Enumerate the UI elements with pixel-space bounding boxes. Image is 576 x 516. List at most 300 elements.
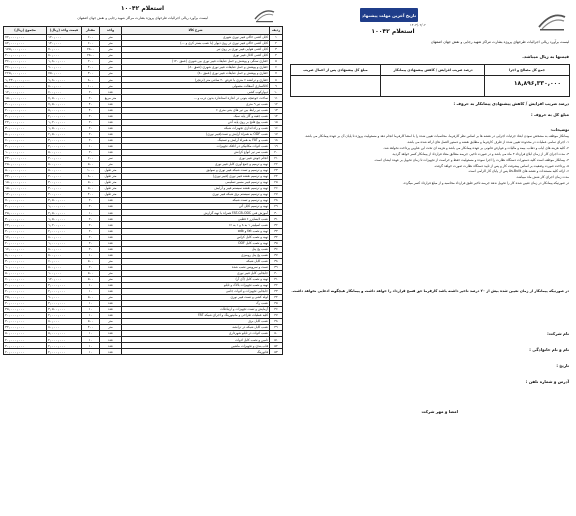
row-count: ۱۰ [82,210,100,216]
row-unit: عدد [100,234,122,240]
row-description: کلیه عملیات طراحی و مانیتورینگ و اجرای شبکه FAT [122,313,270,319]
row-number: ۴۴ [270,295,283,301]
row-total: ۱۰,۰۰۰,۰۰۰ [4,264,47,270]
row-unit-price: ۲,۰۰۰,۰۰۰ [47,349,82,355]
row-total: ۲۵۰,۰۰۰,۰۰۰ [4,161,47,167]
row-count: ۵۰۰ [82,180,100,186]
row-number: ۱۳ [270,107,283,113]
row-number: ۲۴ [270,174,283,180]
row-total: ۱۲۰,۰۰۰,۰۰۰ [4,192,47,198]
boq-table-body [4,35,283,355]
row-total: ۵۰,۰۰۰,۰۰۰ [4,270,47,276]
header-count: مقدار [82,27,100,35]
row-unit: عدد [100,288,122,294]
row-description: تست و سرویس نصب شده [122,264,270,270]
row-total: ۲۰,۰۰۰,۰۰۰ [4,240,47,246]
row-description: آموزش فنی FAT-CB-ODC همراه با تهیه گزارش [122,210,270,216]
row-description: نصب سر تیر انواع کرانش [122,149,270,155]
note-item: مدت زمان اجرای کار شش ماه میباشد. [515,175,569,180]
row-unit-price: ۷,۵۰۰,۰۰۰ [47,101,82,107]
row-unit-price: ۲,۰۰۰,۰۰۰ [47,337,82,343]
termination-note: در صورتیکه پیمانکار از زمان تعیین شده بیش از ۲۰ درصد تاخیر داشته باشد کارفرما حق فسخ قرارداد را خواهد داشت و پیمانکار هیچگونه ادعایی نخواهد داشت. [291,289,569,293]
row-total: ۳۶۰,۰۰۰,۰۰۰ [4,59,47,65]
row-total: ۴۰,۰۰۰,۰۰۰ [4,143,47,149]
note-item: در صورتیکه پیمانکار در زمان تعیین شده کار را تحویل ندهد جریمه تاخیر طبق قرارداد محاسبه و از مبلغ قرارداد کسر میگردد. [402,181,569,186]
row-unit-price: ۷,۵۰۰,۰۰۰ [47,95,82,101]
row-number: ۴۵ [270,301,283,307]
row-total: ۳۲,۰۰۰,۰۰۰ [4,325,47,331]
table-header-row [4,27,283,35]
row-count: ۵۰۰ [82,319,100,325]
row-description: نصب تیر ۹ متری [122,101,270,107]
row-number: ۶ [270,65,283,71]
row-number: ۱۱ [270,95,283,101]
row-description: تهیه و نصب کابل (آی آر) [122,276,270,282]
row-count: ۴۰۰ [82,325,100,331]
row-description: نصب ODF به همراه آرایش و تست(فیبر نوری) [122,131,270,137]
row-description: تهیه و ترسیم سیستم برق شبکه فیبر نوری [122,192,270,198]
row-unit-price: ۹۰,۰۰۰ [47,295,82,301]
row-unit: عدد [100,228,122,234]
row-number: ۱۸ [270,137,283,143]
row-total: ۱۰,۰۰۰,۰۰۰ [4,149,47,155]
row-unit: متر [100,295,122,301]
row-unit-price: ۱۲۰,۰۰۰ [47,276,82,282]
row-total: ۱۲,۰۰۰,۰۰۰ [4,89,47,95]
row-count: ۲۰ [82,228,100,234]
row-unit: عدد [100,131,122,137]
header-description: شرح کالا [122,27,270,35]
row-unit-price: ۹۰۰,۰۰۰ [47,65,82,71]
row-total: ۵۰,۰۰۰,۰۰۰ [4,331,47,337]
total-amount: ۱۸,۸۹۶,۳۳۰,۰۰۰ [513,80,561,87]
row-total: ۲۰,۰۰۰,۰۰۰ [4,343,47,349]
address-field[interactable]: آدرس و شماره تلفن : [525,379,569,384]
row-description: حفاری و ترانشه ۶ متری با عرض ۲۰ سانتی متر (ترنچر) [122,77,270,83]
row-unit: عدد [100,216,122,222]
row-unit-price: ۴,۰۰۰,۰۰۰ [47,282,82,288]
row-count: ۲۰ [82,149,100,155]
row-unit-price: ۲,۰۰۰,۰۰۰ [47,228,82,234]
row-unit: متر مربع [100,95,122,101]
note-item: ۱- اجرای تمامی عملیات در محدوده تعیین شده از طرف کارفرما و مطابق نقشه و دستور العمل های ارائه شده می باشد. [406,139,569,144]
row-unit-price: ۲,۰۰۰,۰۰۰ [47,113,82,119]
row-total: ۷۲,۰۰۰,۰۰۰ [4,35,47,41]
row-number: ۱۴ [270,113,283,119]
row-unit-price: ۵,۰۰۰,۰۰۰ [47,331,82,337]
row-unit: عدد [100,210,122,216]
row-count: ۲۰ [82,234,100,240]
notes-title: توضیحات: [550,127,569,132]
row-total: ۳۰۰,۰۰۰,۰۰۰ [4,101,47,107]
row-unit-price: ۲,۰۰۰,۰۰۰ [47,343,82,349]
row-total: ۲۲۵,۰۰۰,۰۰۰ [4,71,47,77]
row-count: ۱۰ [82,143,100,149]
row-number: ۱۰ [270,89,283,95]
row-total: ۷۰,۰۰۰,۰۰۰ [4,198,47,204]
row-count: ۲۰ [82,95,100,101]
row-count: ۸۰۰ [82,77,100,83]
signature-label: امضا و مهر شرکت [421,409,458,414]
row-total: ۱۶,۰۰۰,۰۰۰ [4,246,47,252]
row-total: ۱۷۵,۰۰۰,۰۰۰ [4,47,47,53]
row-unit: عدد [100,282,122,288]
discount-input[interactable] [383,77,483,95]
row-unit-price: ۸۰۰,۰۰۰ [47,234,82,240]
row-total: ۸۰,۰۰۰,۰۰۰ [4,83,47,89]
page-title: استعلام ۱۰۰۴۲ [371,28,415,35]
row-unit-price: ۴۰۰,۰۰۰ [47,155,82,161]
row-count: ۲۰ [82,240,100,246]
row-unit: متر [100,77,122,83]
row-unit-price: ۱۰۰,۰۰۰ [47,270,82,276]
row-unit-price: ۱,۵۰۰,۰۰۰ [47,125,82,131]
row-description: جابجایی کابل فیبر نوری [122,270,270,276]
boq-table [3,26,283,355]
row-total: ۳۰,۰۰۰,۰۰۰ [4,216,47,222]
row-unit-price: ۳,۵۰۰,۰۰۰ [47,198,82,204]
proposal-form-box [290,64,570,97]
row-description: تهیه و نصب کابل کراس [122,234,270,240]
deadline-badge: تاریخ آخرین مهلت پیشنهاد [360,8,418,22]
row-total: ۴۰,۰۰۰,۰۰۰ [4,282,47,288]
row-unit-price: ۳۰۰,۰۰۰ [47,186,82,192]
row-unit: متر طول [100,192,122,198]
row-unit-price: ۲,۵۰۰,۰۰۰ [47,131,82,137]
row-total: ۲۰,۰۰۰,۰۰۰ [4,204,47,210]
note-item: ۲- کلیه هزینه های ایاب و ذهاب، بیمه و مالیات و عوارض قانونی بر عهده پیمانکار می باشد و هزینه ای تحت این عناوین پرداخت نخواهد شد. [383,145,569,150]
row-total: ۵۰۰,۰۰۰,۰۰۰ [4,168,47,174]
row-description: قاب بندی و تجهیزات ماشین [122,343,270,349]
row-unit: عدد [100,137,122,143]
row-total: ۳۵,۰۰۰,۰۰۰ [4,307,47,313]
row-number: ۳۸ [270,258,283,264]
row-description: کابل کشی کانال فیبر نوری [122,53,270,59]
row-total: ۲۰۰,۰۰۰,۰۰۰ [4,107,47,113]
row-count: ۸۰۰ [82,174,100,180]
row-description: نصب پچ پنل [122,246,270,252]
row-count: ۱۰ [82,313,100,319]
row-number: ۳۵ [270,240,283,246]
row-number: ۲۲ [270,161,283,167]
row-count: ۶۰۰ [82,35,100,41]
row-total: ۳۰,۰۰۰,۰۰۰ [4,258,47,264]
date-field[interactable]: تاریخ : [556,363,569,368]
row-description: حفاری و پوشش و حمل ضایعات فیبر نوری (عمق ۸۰) [122,71,270,77]
row-total: ۲۴۰,۰۰۰,۰۰۰ [4,155,47,161]
reference-date: ۱۴۰۳/۰۲/۰۲ [410,23,426,27]
row-unit: عدد [100,204,122,210]
row-count: ۱۰ [82,331,100,337]
boq-page [3,3,282,513]
row-description: نصب کابل شبکه در ترانشه [122,325,270,331]
header-total: مجموع (ریال) [4,27,47,35]
row-number: ۴۷ [270,313,283,319]
row-unit: عدد [100,222,122,228]
row-count: ۲۰ [82,246,100,252]
row-unit: عدد [100,252,122,258]
row-total: ۲۴,۰۰۰,۰۰۰ [4,222,47,228]
row-number: ۳۷ [270,252,283,258]
row-count: ۴۰ [82,101,100,107]
row-number: ۳ [270,47,283,53]
page-title: استعلام ۱۰۰۴۲ [120,5,165,12]
row-unit-price: ۳,۵۰۰,۰۰۰ [47,307,82,313]
row-count: ۱۰ [82,337,100,343]
row-unit-price: ۱,۰۰۰,۰۰۰ [47,240,82,246]
row-unit-price: ۱,۲۰۰,۰۰۰ [47,222,82,228]
row-unit: عدد [100,101,122,107]
row-count: ۲۰ [82,204,100,210]
row-description: انجام جوش فیبر نوری [122,155,270,161]
row-count: ۲۰ [82,119,100,125]
row-total: ۸۴,۰۰۰,۰۰۰ [4,41,47,47]
row-number: ۴۹ [270,325,283,331]
row-total: ۴۵,۰۰۰,۰۰۰ [4,295,47,301]
row-unit: متر [100,41,122,47]
row-number: ۱۹ [270,143,283,149]
row-description: نصب لابسایزر ۶ قطبی [122,216,270,222]
row-description: حفاری سنگی و پوشش و حمل ضایعات فیبر نوری بین شهری (عمق ۱۲۰) [122,59,270,65]
row-unit-price: ۴,۰۰۰,۰۰۰ [47,301,82,307]
row-total: ۶۰,۰۰۰,۰۰۰ [4,137,47,143]
row-unit-price: ۷۵۰,۰۰۰ [47,71,82,77]
row-total: ۲۰,۰۰۰,۰۰۰ [4,349,47,355]
row-description: نصب کابل برق [122,319,270,325]
row-number: ۴۰ [270,270,283,276]
row-unit: عدد [100,143,122,149]
row-description: فاتورینگ [122,349,270,355]
row-count: ۴۰۰ [82,192,100,198]
row-unit: عدد [100,240,122,246]
row-description: ساخت حوضچه بتونی در اندازه استاندارد بدون درب و ... [122,95,270,101]
row-number: ۴۳ [270,288,283,294]
row-number: ۳۹ [270,264,283,270]
row-count: ۱۰ [82,343,100,349]
row-count: ۵۰۰ [82,270,100,276]
row-description: تهیه و نصب fat و odb [122,228,270,234]
row-unit: متر طول [100,168,122,174]
row-number: ۳۲ [270,222,283,228]
row-description: کابل کشی خاکی فیبر نوری در روی دیوار (با نصب بستر کری و ...) [122,41,270,47]
row-total: ۳۲۰,۰۰۰,۰۰۰ [4,174,47,180]
row-unit: عدد [100,264,122,270]
row-description: تامین و نصب کابل ادوات [122,337,270,343]
row-total: ۲۰,۰۰۰,۰۰۰ [4,288,47,294]
row-number: ۲۶ [270,186,283,192]
company-name-field[interactable]: نام شرکت: [547,331,569,336]
row-total: ۲۰۰,۰۰۰,۰۰۰ [4,53,47,59]
row-unit: متر طول [100,180,122,186]
row-unit-price: ۵۰۰,۰۰۰ [47,264,82,270]
row-total: ۱۵۰,۰۰۰,۰۰۰ [4,95,47,101]
header-unit: واحد [100,27,122,35]
row-unit-price: ۳۰۰,۰۰۰ [47,180,82,186]
row-description: نصب تیر رابط بین تیر های بتنی متری ۶ [122,107,270,113]
header-unit-price: قیمت واحد (ریال) [47,27,82,35]
row-unit-price: ۸۰۰,۰۰۰ [47,83,82,89]
row-description: نصب جعبه و گاز پایه سبک [122,113,270,119]
row-description: نصب رک [122,301,270,307]
row-description: نصب کابل شبکه [122,258,270,264]
row-description: تهیه و ترسیم نقشه فیبر نوری (فیبر نوری) [122,174,270,180]
row-unit-price: ۵۰۰,۰۰۰ [47,168,82,174]
row-number: ۵۰ [270,331,283,337]
row-description: نصب اسپلیتر ۱ به ۸ و ۱ به ۱۶ [122,222,270,228]
row-unit-price: ۵۰۰,۰۰۰ [47,149,82,155]
row-unit-price: ۸۰۰,۰۰۰ [47,252,82,258]
row-number: ۵۲ [270,343,283,349]
row-count: ۱۰ [82,282,100,288]
row-unit: عدد [100,331,122,337]
row-number: ۱ [270,35,283,41]
row-count: ۶۰۰ [82,155,100,161]
row-description: کابل کشی خاکی فیبر نوری شهری [122,35,270,41]
row-unit-price: ۴۰۰,۰۰۰ [47,174,82,180]
row-description: نصب ادوات مکانیکی در اتاقک تجهیزات [122,143,270,149]
row-unit-price: ۱,۵۰۰,۰۰۰ [47,216,82,222]
row-unit-price: ۳۰۰,۰۰۰ [47,192,82,198]
row-count: ۱۰ [82,349,100,355]
row-unit: متر [100,65,122,71]
row-unit: متر [100,47,122,53]
row-count: ۱۰ [82,288,100,294]
row-count: ۲۵۰۰ [82,47,100,53]
header-row: ردیف [270,27,283,35]
row-total: ۱,۴۴۰,۰۰۰,۰۰۰ [4,77,47,83]
row-unit-price: ۱,۲۰۰,۰۰۰ [47,119,82,125]
row-description: نصب ادوات در تابلو شهرداری [122,331,270,337]
row-unit-price: ۶۰,۰۰۰ [47,258,82,264]
row-description: نصب و راه اندازی تجهیزات شبکه [122,125,270,131]
row-count: ۱۰۰۰ [82,168,100,174]
row-unit: متر طول [100,174,122,180]
row-total: ۶۰,۰۰۰,۰۰۰ [4,276,47,282]
row-unit-price: ۱,۰۰۰,۰۰۰ [47,204,82,210]
row-number: ۴۸ [270,319,283,325]
row-unit-price: ۸۰,۰۰۰ [47,319,82,325]
row-count: ۱۰ [82,301,100,307]
row-total: ۴۰,۰۰۰,۰۰۰ [4,113,47,119]
row-unit: متر [100,71,122,77]
row-unit: متر طول [100,186,122,192]
row-unit: عدد [100,107,122,113]
row-count: ۵۰۰ [82,258,100,264]
form-header-total: جمع کل مصالح و اجرا [485,65,569,76]
row-description: تهیه و ترسیم و تست شبکه فیبر نوری و سوابق [122,168,270,174]
row-number: ۷ [270,71,283,77]
row-unit: عدد [100,119,122,125]
row-number: ۲۰ [270,149,283,155]
row-total: ۲۴,۰۰۰,۰۰۰ [4,119,47,125]
row-number: ۱۵ [270,119,283,125]
row-unit-price: ۳,۰۰۰,۰۰۰ [47,137,82,143]
row-unit-price: ۱,۸۰۰,۰۰۰ [47,59,82,65]
row-total: ۸,۰۰۰,۰۰۰ [4,252,47,258]
row-count: ۲۰ [82,113,100,119]
currency-note: قیمتها به ریال میباشد. [522,54,569,59]
note-item: ۴- پیمانکار موظف است کلیه دستورات دستگاه نظارت را اجرا نموده و مسئولیت حفظ و حراست از تجهیزات تا زمان تحویل بر عهده ایشان است. [374,157,569,162]
row-number: ۴۱ [270,276,283,282]
note-item: ۵- پرداخت صورت وضعیت بر اساس پیشرفت کار و پس از تایید دستگاه نظارت صورت خواهد گرفت. [433,163,569,168]
row-unit-price: ۱۴۰,۰۰۰ [47,41,82,47]
row-description: تهیه و نصب تجهیزات بالاک و تابلو [122,282,270,288]
form-header-final: مبلغ کل پیشنهادی پس از اعمال ضریب [290,65,381,76]
row-unit: عدد [100,125,122,131]
row-count: ۱۰ [82,252,100,258]
row-unit-price: ۲,۰۰۰,۰۰۰ [47,313,82,319]
row-unit: متر [100,59,122,65]
row-unit: عدد [100,307,122,313]
row-total: ۲۰,۰۰۰,۰۰۰ [4,313,47,319]
row-unit-price: ۸۰۰,۰۰۰ [47,246,82,252]
page-subtitle: لیست برآورد ریالی اجرائیات طرحهای پروژه بشارت مراکز شهید رجایی و نقش جهان اصفهان [430,40,569,44]
row-description: نصب پیچ فلنچ بر روی پایه آنتن [122,119,270,125]
row-description: تهیه و ترسیم نقشه سیستم فیبر و آرایش [122,186,270,192]
row-number: ۳۴ [270,234,283,240]
row-count: ۲۰ [82,125,100,131]
row-total: ۳۰,۰۰۰,۰۰۰ [4,125,47,131]
row-unit: عدد [100,349,122,355]
row-unit: متر [100,35,122,41]
row-description: تهیه و ترسیم فیبر مسیر تسلیمی [122,180,270,186]
row-number: ۱۶ [270,125,283,131]
table-row [4,349,283,355]
row-number: ۱۷ [270,131,283,137]
note-item: ۶- ارائه کلیه مستندات و نقشه های As-Built پس از پایان کار الزامی است. [467,169,569,174]
row-number: ۱۲ [270,101,283,107]
row-count: ۴۰ [82,107,100,113]
row-number: ۲۵ [270,180,283,186]
row-unit: عدد [100,113,122,119]
row-total: ۴۰,۰۰۰,۰۰۰ [4,301,47,307]
row-count: ۲۰ [82,216,100,222]
row-unit-price: ۸۰,۰۰۰ [47,325,82,331]
page-subtitle: لیست برآورد ریالی اجرائیات طرحهای پروژه بشارت مراکز شهید رجایی و نقش جهان اصفهان [77,16,208,20]
row-description: کانالسازی آسفالت معمولی [122,83,270,89]
agent-name-field[interactable]: نام و نام خانوادگی : [529,347,569,352]
company-logo-icon [534,9,570,33]
row-unit-price: ۵۰۰,۰۰۰ [47,161,82,167]
row-description: جابجایی تجهیزات و ادوات جانبی [122,288,270,294]
row-total: ۱۵۰,۰۰۰,۰۰۰ [4,180,47,186]
row-number: ۲۱ [270,155,283,161]
row-description: نصب پچ پنل رومیزی [122,252,270,258]
row-number: ۳۱ [270,216,283,222]
row-number: ۳۰ [270,210,283,216]
note-item: ۳- مدت اجرای کار از زمان ابلاغ قرارداد ۴ ماه می باشد و در صورت تاخیر، جریمه مطابق مفاد قرارداد از پیمانکار کسر خواهد گردید. [391,151,569,156]
row-unit: عدد [100,343,122,349]
row-description: کابل کشی هوایی فیبر نوری بر روی تیر [122,47,270,53]
row-count: ۱۰۰ [82,83,100,89]
row-description: نصب و FAT به همراه آرایش و تستینگ [122,137,270,143]
final-amount-input[interactable] [292,77,379,95]
row-number: ۴۲ [270,282,283,288]
row-number: ۲۸ [270,198,283,204]
row-total: ۴۰,۰۰۰,۰۰۰ [4,319,47,325]
row-unit: عدد [100,313,122,319]
row-count: ۵۰۰ [82,276,100,282]
row-unit: متر [100,325,122,331]
row-unit: عدد [100,337,122,343]
row-total: ۲۰,۰۰۰,۰۰۰ [4,337,47,343]
row-total: ۴۵,۰۰۰,۰۰۰ [4,210,47,216]
row-total: ۱۵۰,۰۰۰,۰۰۰ [4,186,47,192]
row-unit: متر [100,258,122,264]
row-unit: عدد [100,198,122,204]
row-unit-price: ۶۰۰,۰۰۰ [47,89,82,95]
row-number: ۳۳ [270,228,283,234]
